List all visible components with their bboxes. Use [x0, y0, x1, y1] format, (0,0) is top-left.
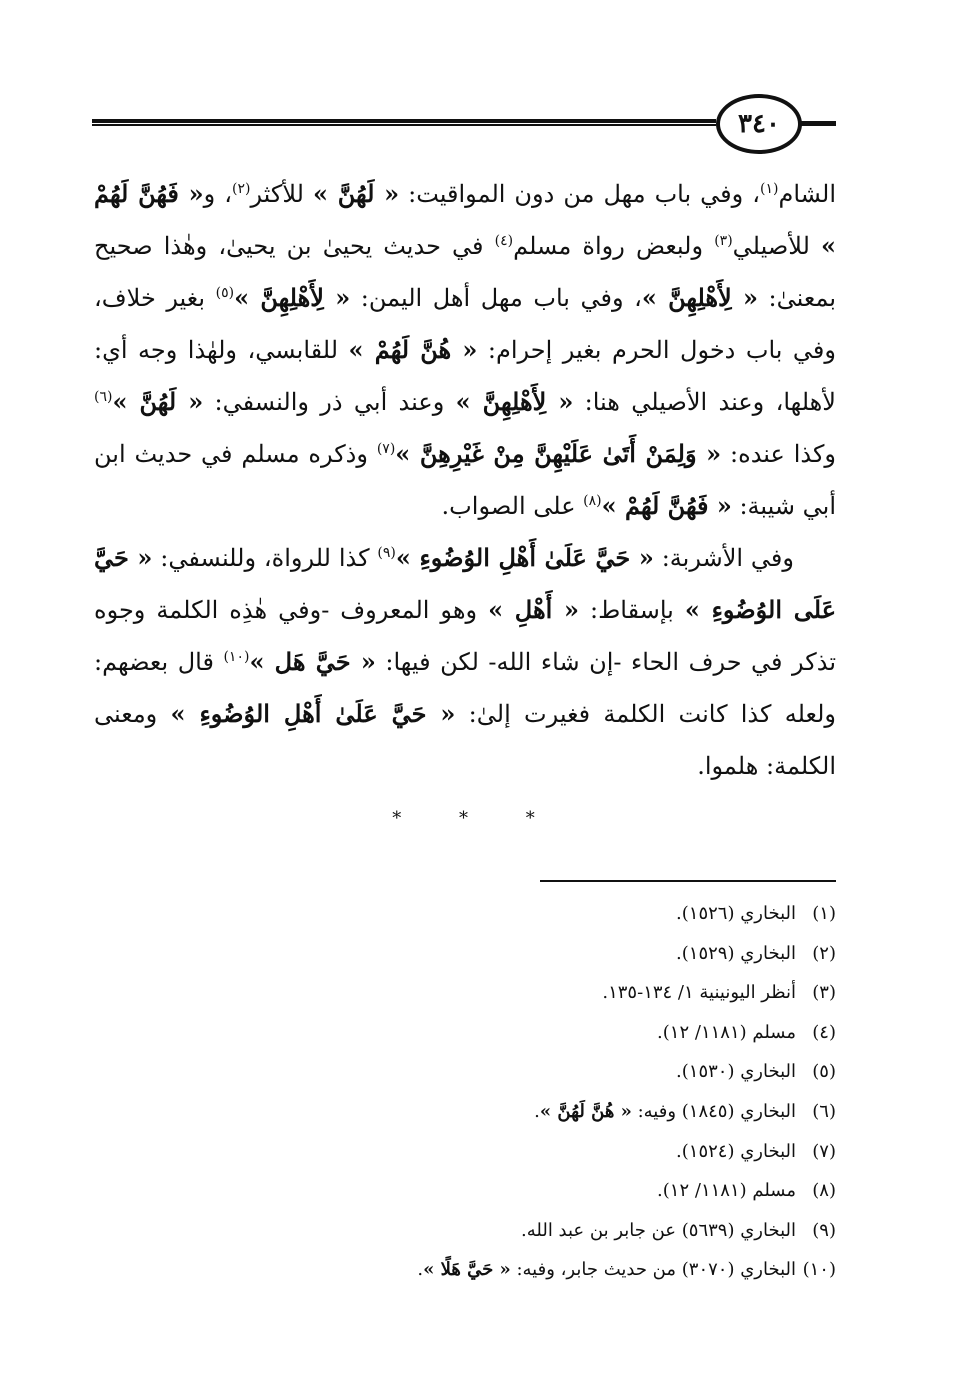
- quoted-phrase: « حَيَّ عَلَىٰ أَهْلِ الوُضُوءِ »: [395, 543, 654, 572]
- footnote-quote: « هُنَّ لَهُنَّ »: [539, 1100, 632, 1122]
- footnote-item: [94, 894, 836, 934]
- text-run: للقابسي، ولهٰذا وجه أي: لأهلها، وعند الأصيلي هنا:: [94, 336, 836, 416]
- text-run: على الصواب.: [441, 492, 584, 520]
- quoted-phrase: « لَهُنَّ »: [112, 387, 204, 416]
- quoted-phrase: « أَهْلِ »: [488, 595, 580, 624]
- footnote-ref: (٨): [583, 493, 602, 509]
- text-run: بغير خلاف، وفي باب دخول الحرم بغير إحرام:: [94, 284, 836, 364]
- quoted-phrase: « وَلِمَنْ أَتَىٰ عَلَيْهِنَّ مِنْ غَيْرِهِنَّ »: [395, 439, 722, 468]
- footnote-ref: (٩): [377, 545, 396, 561]
- footnote-number: (٩): [812, 1219, 836, 1241]
- text-run: وهو المعروف -وفي هٰذِه الكلمة وجوه تذكر في حرف الحاء -إن شاء الله- لكن فيها:: [94, 596, 836, 676]
- footnote-tail: .: [534, 1100, 540, 1122]
- footnote-ref: (٤): [494, 233, 514, 249]
- footnote-quote: « حَيَّ هَلًا »: [423, 1259, 511, 1281]
- footnote-text: البخاري (١٥٢٦).: [676, 903, 796, 924]
- text-run: في حديث يحيىٰ بن يحيىٰ، وهٰذا صحيح بمعنىٰ:: [94, 232, 836, 312]
- text-run: وذكره مسلم في حديث ابن أبي شيبة:: [94, 440, 836, 520]
- footnote-ref: (٧): [376, 441, 396, 457]
- main-text: [94, 168, 836, 792]
- footnote-ref: (٣): [714, 233, 733, 249]
- text-run: ، وفي باب مهل من دون المواقيت:: [399, 180, 760, 208]
- paragraph: [94, 168, 836, 532]
- footnote-number: (١٠): [802, 1259, 836, 1281]
- footnote-item: [94, 1132, 836, 1172]
- quoted-phrase: « لَهُنَّ »: [313, 179, 400, 208]
- text-run: ، و: [203, 180, 232, 208]
- footnote-item: [94, 973, 836, 1013]
- quoted-phrase: « حَيَّ عَلَى الوُضُوءِ »: [94, 543, 837, 624]
- footnote-text: البخاري (١٨٤٥) وفيه:: [631, 1100, 796, 1122]
- text-run: وفي الأشربة:: [653, 544, 794, 572]
- quoted-phrase: « لِأَهْلِهِنَّ »: [234, 283, 351, 312]
- header-rule: [92, 119, 716, 126]
- quoted-phrase: « حَيَّ عَلَىٰ أَهْلِ الوُضُوءِ »: [170, 699, 456, 728]
- footnote-number: (٤): [812, 1021, 836, 1043]
- footnote-text: البخاري (٣٠٧٠) من حديث جابر، وفيه:: [510, 1259, 796, 1281]
- footnote-list: [94, 894, 836, 1290]
- footnote-rule: [540, 880, 836, 882]
- footnote-item: [94, 934, 836, 974]
- text-run: للأكثر: [250, 180, 313, 208]
- footnote-text: مسلم (١١٨١/ ١٢).: [657, 1180, 796, 1202]
- text-run: كذا للرواة، وللنسفي:: [152, 544, 378, 572]
- footnote-ref: (١): [759, 181, 779, 197]
- text-run: وكذا عنده:: [721, 440, 837, 468]
- footnote-number: (٦): [812, 1100, 836, 1122]
- footnote-text: البخاري (٥٦٣٩) عن جابر بن عبد الله.: [521, 1219, 796, 1241]
- footnote-ref: (١٠): [223, 649, 250, 665]
- footnote-text: البخاري (١٥٢٩).: [676, 942, 796, 964]
- quoted-phrase: « فَهُنَّ لَهُمْ »: [601, 491, 732, 520]
- header-rule-right: [800, 121, 836, 126]
- footnote-text: البخاري (١٥٣٠).: [676, 1061, 796, 1083]
- footnote-item: [94, 1171, 836, 1211]
- footnote-ref: (٦): [94, 389, 113, 405]
- paragraph: [94, 532, 836, 792]
- footnote-ref: (٢): [231, 181, 251, 197]
- quoted-phrase: « حَيَّ هَل »: [249, 647, 376, 676]
- footnote-item: [94, 1092, 836, 1132]
- quoted-phrase: « فَهُنَّ لَهُمْ »: [94, 179, 836, 260]
- footnote-text: أنظر اليونينية ١/ ١٣٤-١٣٥.: [602, 982, 796, 1004]
- page-number: ٣٤٠: [716, 94, 802, 154]
- text-run: ، وفي باب مهل أهل اليمن:: [350, 284, 642, 312]
- footnote-number: (٣): [812, 982, 836, 1004]
- text-run: ولبعض رواة مسلم: [513, 232, 715, 260]
- text-run: بإسقاط:: [579, 596, 685, 624]
- footnote-item: [94, 1250, 836, 1290]
- quoted-phrase: « هُنَّ لَهُمْ »: [348, 335, 478, 364]
- footnote-number: (٢): [812, 942, 836, 964]
- footnote-item: [94, 1013, 836, 1053]
- footnote-ref: (٥): [215, 285, 235, 301]
- footnote-text: مسلم (١١٨١/ ١٢).: [657, 1021, 796, 1043]
- text-run: ومعنى الكلمة: هلموا.: [94, 700, 836, 780]
- footnote-number: (٥): [812, 1061, 836, 1083]
- text-run: قال بعضهم: ولعله كذا كانت الكلمة فغيرت إلىٰ:: [94, 648, 836, 728]
- text-run: للأصيلي: [732, 232, 821, 260]
- quoted-phrase: « لِأَهْلِهِنَّ »: [455, 387, 574, 416]
- footnote-item: [94, 1211, 836, 1251]
- footnote-text: البخاري (١٥٢٤).: [676, 1140, 796, 1162]
- footnote-number: (٧): [812, 1140, 836, 1162]
- quoted-phrase: « لِأَهْلِهِنَّ »: [641, 283, 758, 312]
- section-separator: * * *: [392, 808, 561, 829]
- text-run: الشام: [778, 180, 837, 208]
- footnote-tail: .: [417, 1259, 424, 1281]
- text-run: وعند أبي ذر والنسفي:: [203, 388, 456, 416]
- footnote-number: (٨): [812, 1180, 836, 1202]
- footnote-number: (١): [812, 903, 836, 924]
- footnote-item: [94, 1052, 836, 1092]
